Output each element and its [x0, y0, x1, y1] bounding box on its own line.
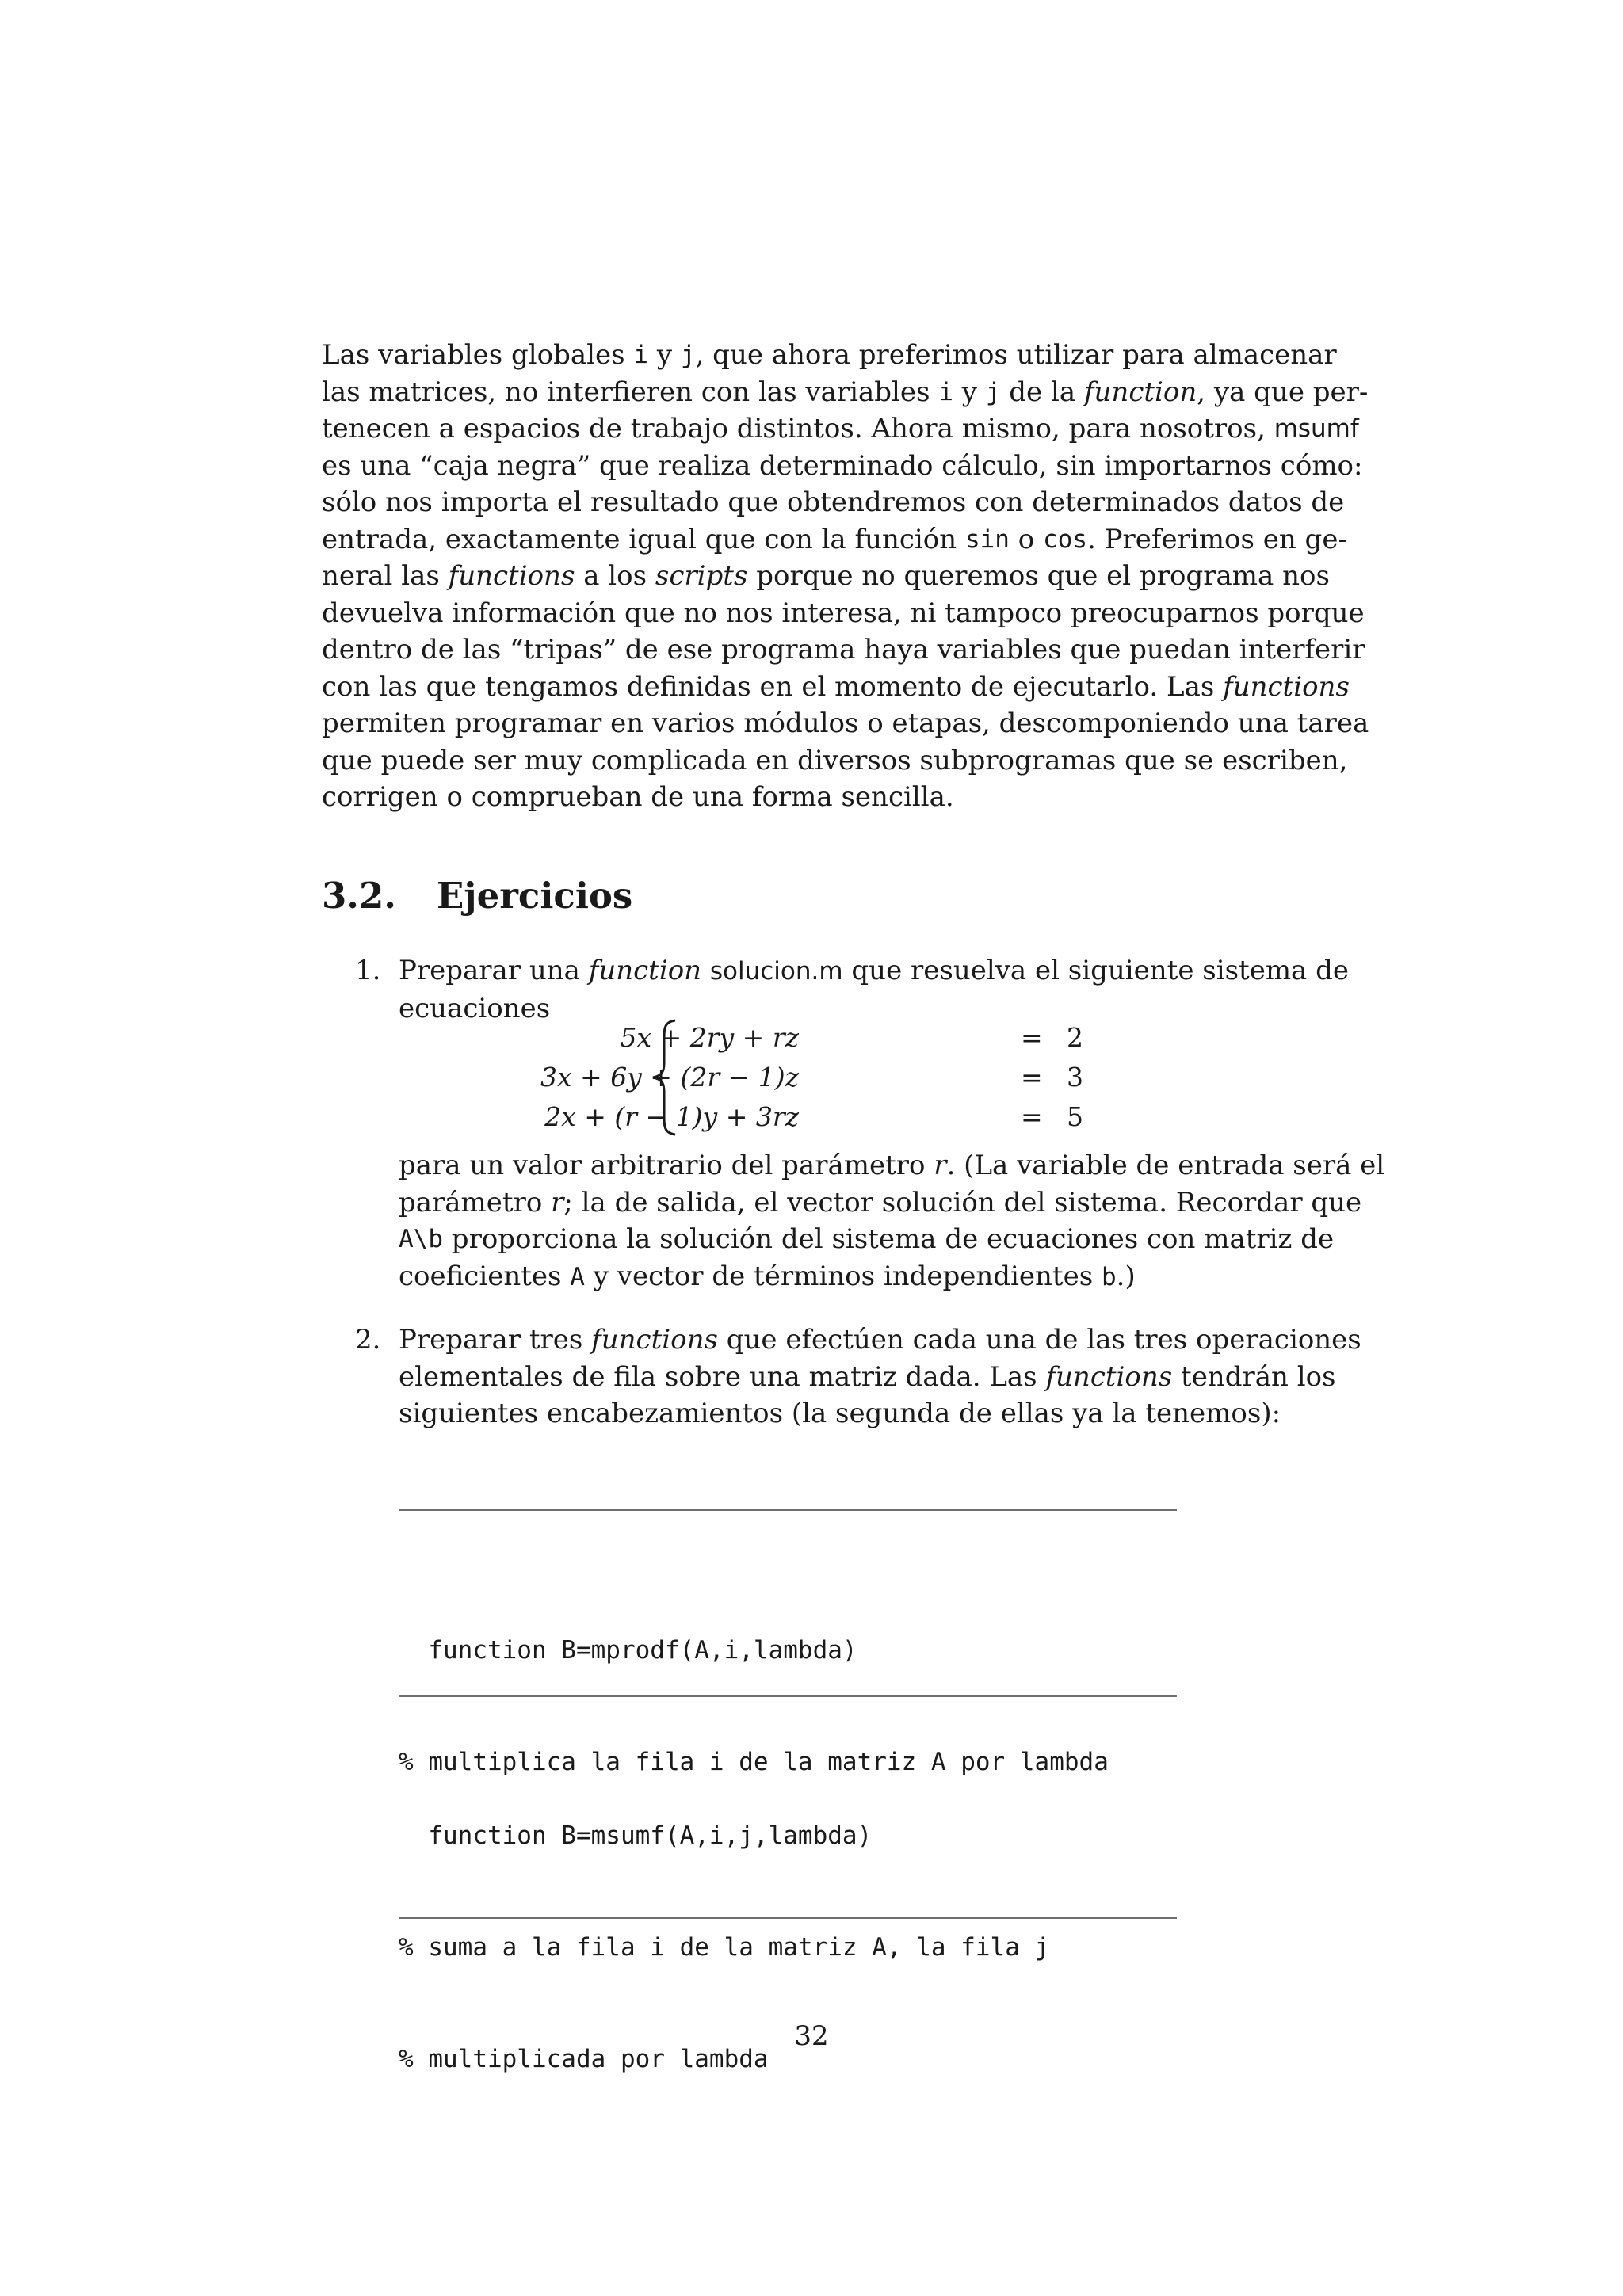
paragraph-line: corrigen o comprueban de una forma sencilla.: [322, 781, 954, 813]
exercise-text: [399, 1147, 1385, 1295]
equation-row: 2x + (r − 1)y + 3rz = 5: [544, 1101, 1083, 1132]
code-line: % suma a la fila i de la matriz A, la fila j: [399, 1933, 1050, 1962]
paragraph-line: tenecen a espacios de trabajo distintos. Ahora mismo, para nosotros, msumf: [322, 413, 1359, 444]
horizontal-rule: [399, 1917, 1177, 1919]
equation-system: [540, 1017, 1083, 1138]
exercise-line: parámetro r ; la de salida, el vector solución del sistema. Recordar que: [399, 1186, 1362, 1219]
code-line: function B=mprodf(A,i,lambda): [399, 1636, 857, 1665]
exercise-line: Preparar una function solucion.m que resuelva el siguiente sistema de: [399, 955, 1350, 986]
section-heading: [322, 875, 632, 917]
paragraph-line: dentro de las “tripas” de ese programa haya variables que puedan interferir: [322, 634, 1365, 666]
horizontal-rule: [399, 1695, 1177, 1697]
section-number: 3.2.: [322, 875, 396, 917]
page-number: 32: [794, 2020, 829, 2052]
list-marker: 1.: [355, 955, 381, 986]
code-line: % multiplica la fila i de la matriz A por lambda: [399, 1748, 1109, 1776]
paragraph-line: es una “caja negra” que realiza determinado cálculo, sin importarnos cómo:: [322, 449, 1363, 482]
paragraph-line: sólo nos importa el resultado que obtendremos con determinados datos de: [322, 486, 1345, 518]
exercise-line: siguientes encabezamientos (la segunda de ellas ya la tenemos):: [399, 1398, 1281, 1429]
equation-row: 5x + 2ry + rz = 2: [620, 1022, 1083, 1053]
paragraph-line: entrada, exactamente igual que con la función sin o cos . Preferimos en ge-: [322, 523, 1347, 555]
exercise-line: ecuaciones: [399, 992, 551, 1024]
exercise-text: [399, 952, 1350, 1027]
exercise-line: Preparar tres functions que efectúen cada una de las tres operaciones: [399, 1324, 1361, 1356]
paragraph-line: que puede ser muy complicada en diversos subprogramas que se escriben,: [322, 744, 1348, 776]
paragraph-line: devuelva información que no nos interesa, ni tampoco preocuparnos porque: [322, 597, 1365, 629]
section-title: Ejercicios: [437, 875, 633, 917]
exercise-line: para un valor arbitrario del parámetro r . (La variable de entrada será el: [399, 1150, 1385, 1181]
exercise-text: [399, 1322, 1361, 1432]
paragraph-line: neral las functions a los scripts porque no queremos que el programa nos: [322, 560, 1330, 592]
horizontal-rule: [399, 1509, 1177, 1511]
paragraph-line: las matrices, no interfieren con las variables i y j de la function , ya que per-: [322, 376, 1369, 408]
exercise-item-2: [355, 1322, 1361, 1432]
code-line: function B=msumf(A,i,j,lambda): [399, 1821, 873, 1850]
exercise-line: elementales de fila sobre una matriz dada. Las functions tendrán los: [399, 1360, 1336, 1393]
equation-row: 3x + 6y + (2r − 1)z = 3: [540, 1062, 1083, 1093]
code-block-msumf: [399, 1743, 1049, 2153]
paragraph-line: permiten programar en varios módulos o etapas, descomponiendo una tarea: [322, 707, 1369, 739]
body-paragraph: [322, 337, 1369, 816]
exercise-line: A\b proporciona la solución del sistema de ecuaciones con matriz de: [399, 1223, 1335, 1255]
list-marker: 2.: [355, 1324, 381, 1356]
exercise-line: coeficientes A y vector de términos independientes b.): [399, 1260, 1136, 1292]
paragraph-line: con las que tengamos definidas en el momento de ejecutarlo. Las functions: [322, 670, 1350, 703]
paragraph-line: Las variables globales i y j , que ahora preferimos utilizar para almacenar: [322, 339, 1337, 371]
exercise-item-1-continued: [358, 1147, 1385, 1298]
code-line: % multiplicada por lambda: [399, 2045, 769, 2073]
